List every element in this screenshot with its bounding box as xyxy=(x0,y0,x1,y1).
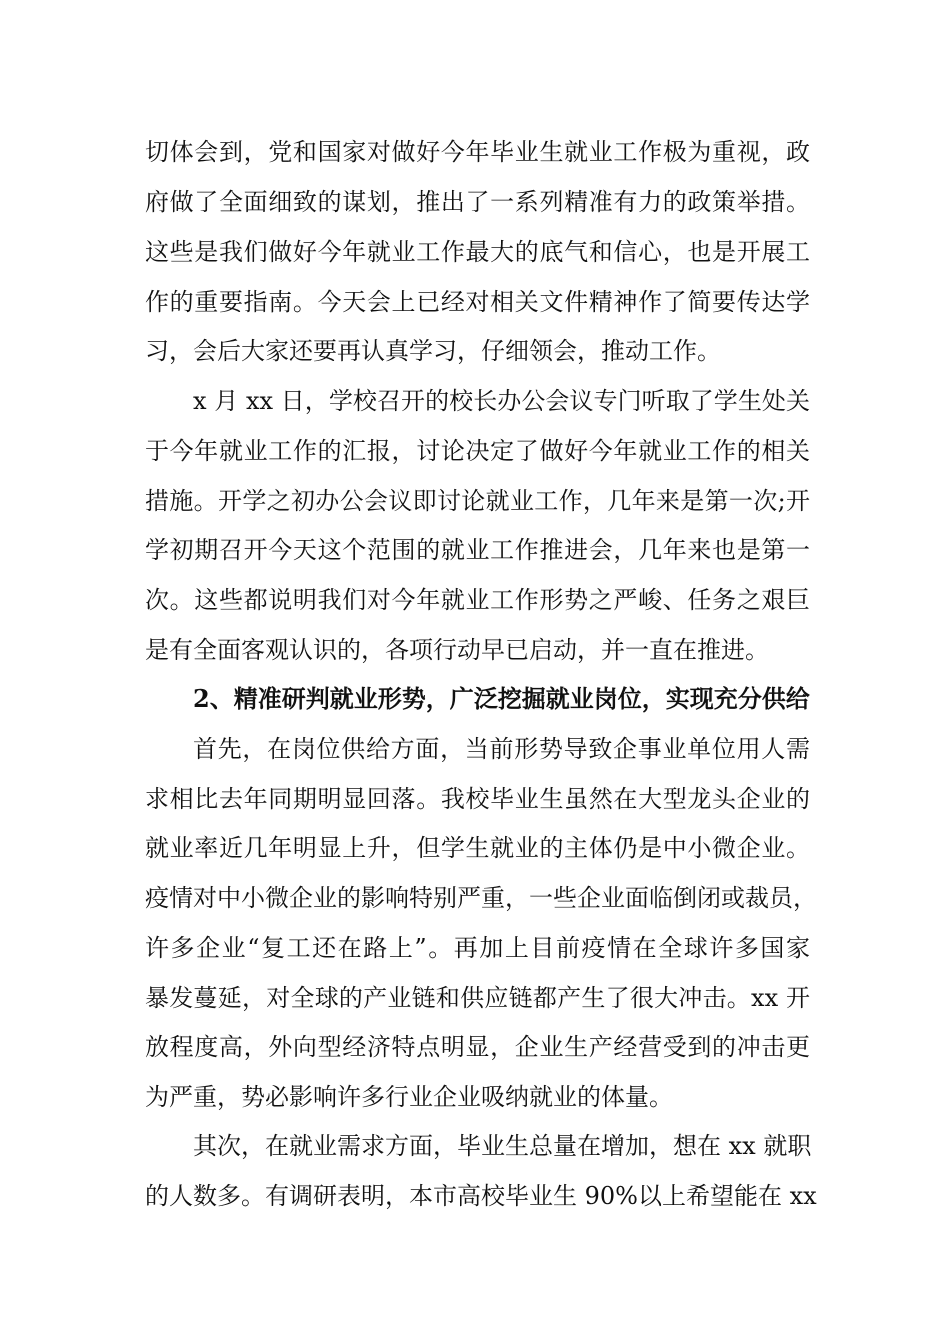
body-line-10: 次。这些都说明我们对今年就业工作形势之严峻、任务之艰巨 xyxy=(145,586,810,614)
body-line-18: 暴发蔓延，对全球的产业链和供应链都产生了很大冲击。xx 开 xyxy=(145,984,810,1012)
body-line-9: 学初期召开今天这个范围的就业工作推进会，几年来也是第一 xyxy=(145,536,810,564)
body-line-17: 许多企业“复工还在路上”。再加上目前疫情在全球许多国家 xyxy=(145,934,810,962)
body-line-16: 疫情对中小微企业的影响特别严重，一些企业面临倒闭或裁员， xyxy=(145,884,817,912)
body-line-7: 于今年就业工作的汇报，讨论决定了做好今年就业工作的相关 xyxy=(145,437,810,465)
body-line-21: 其次，在就业需求方面，毕业生总量在增加，想在 xx 就职 xyxy=(193,1132,812,1160)
body-line-14: 求相比去年同期明显回落。我校毕业生虽然在大型龙头企业的 xyxy=(145,785,810,813)
body-line-13: 首先，在岗位供给方面，当前形势导致企事业单位用人需 xyxy=(193,735,810,763)
body-line-5: 习，会后大家还要再认真学习，仔细领会，推动工作。 xyxy=(145,337,721,365)
body-line-4: 作的重要指南。今天会上已经对相关文件精神作了简要传达学 xyxy=(145,288,810,316)
body-line-2: 府做了全面细致的谋划，推出了一系列精准有力的政策举措。 xyxy=(145,188,810,216)
body-line-20: 为严重，势必影响许多行业企业吸纳就业的体量。 xyxy=(145,1083,673,1111)
body-line-15: 就业率近几年明显上升，但学生就业的主体仍是中小微企业。 xyxy=(145,834,810,862)
body-line-3: 这些是我们做好今年就业工作最大的底气和信心，也是开展工 xyxy=(145,238,810,266)
body-line-11: 是有全面客观认识的，各项行动早已启动，并一直在推进。 xyxy=(145,636,769,664)
body-line-8: 措施。开学之初办公会议即讨论就业工作，几年来是第一次;开 xyxy=(145,487,810,515)
body-line-19: 放程度高，外向型经济特点明显，企业生产经营受到的冲击更 xyxy=(145,1033,810,1061)
section-heading: 2、精准研判就业形势，广泛挖掘就业岗位，实现充分供给 xyxy=(193,684,810,713)
body-line-6: x 月 xx 日，学校召开的校长办公会议专门听取了学生处关 xyxy=(193,387,810,415)
body-line-22: 的人数多。有调研表明，本市高校毕业生 90%以上希望能在 xx xyxy=(145,1182,817,1210)
body-line-1: 切体会到，党和国家对做好今年毕业生就业工作极为重视，政 xyxy=(145,138,810,166)
